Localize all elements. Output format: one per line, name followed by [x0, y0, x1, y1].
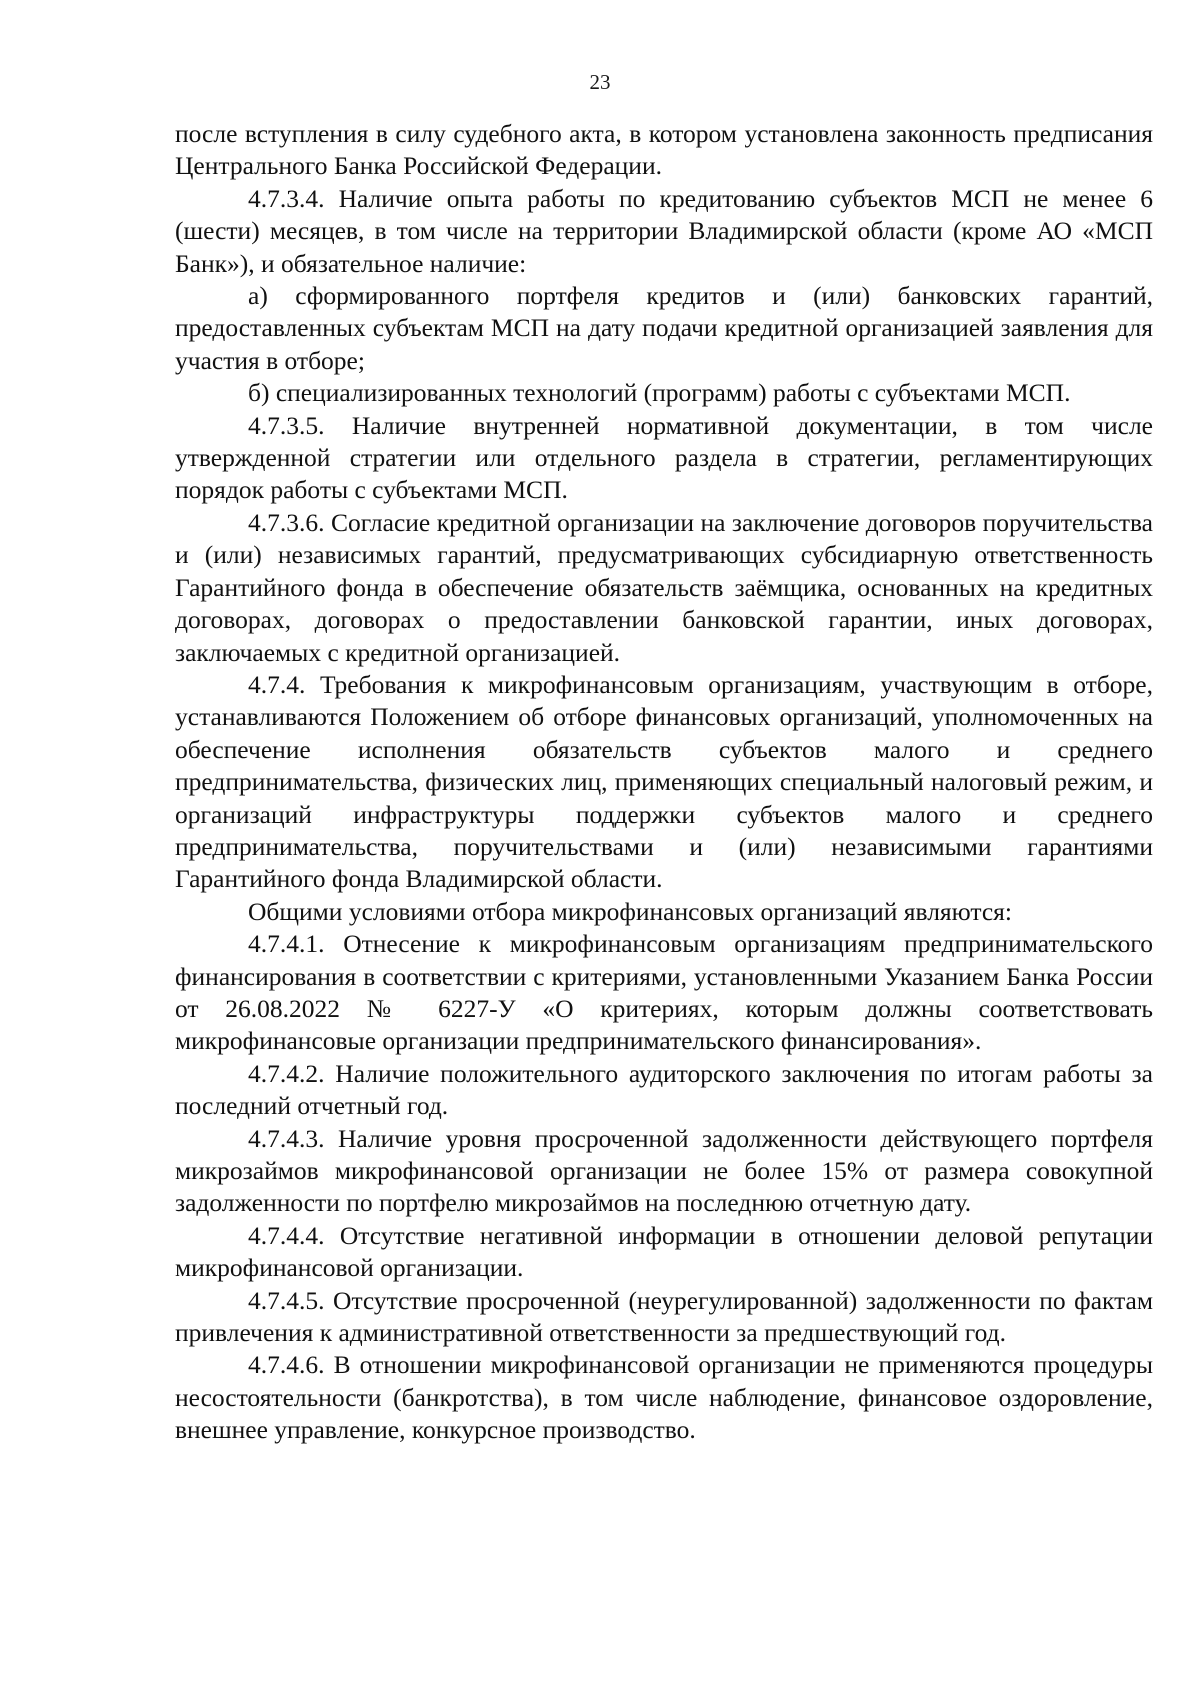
paragraph-4-7-3-6: 4.7.3.6. Согласие кредитной организации на заключение договоров поручительства и (или) независимых гарантий, предусматривающих субсидиарную ответственность Гарантийного фонда в обеспечение обязательств заёмщика, основанных на кредитных договорах, договорах о предоставлении банковской гарантии, иных договорах, заключаемых с кредитной организацией.: [175, 507, 1153, 667]
paragraph-4-7-4-3: 4.7.4.3. Наличие уровня просроченной задолженности действующего портфеля микрозаймов микрофинансовой организации не более 15% от размера совокупной задолженности по портфелю микрозаймов на последнюю отчетную дату.: [175, 1123, 1153, 1218]
paragraph-4-7-4-1: 4.7.4.1. Отнесение к микрофинансовым организациям предпринимательского финансирования в соответствии с критериями, установленными Указанием Банка России от 26.08.2022 № 6227-У «О критериях, которым должны соответствовать микрофинансовые организации предпринимательского финансирования».: [175, 929, 1153, 1056]
paragraph-item-b: б) специализированных технологий (программ) работы с субъектами МСП.: [248, 378, 1071, 408]
paragraph-4-7-4-4: 4.7.4.4. Отсутствие негативной информации в отношении деловой репутации микрофинансовой организации.: [175, 1220, 1153, 1283]
paragraph-general-conditions: Общими условиями отбора микрофинансовых организаций являются:: [248, 896, 1012, 926]
document-body: [175, 118, 1153, 1447]
paragraph-continuation: после вступления в силу судебного акта, в котором установлена законность предписания Центрального Банка Российской Федерации.: [175, 119, 1153, 181]
paragraph-4-7-3-4: 4.7.3.4. Наличие опыта работы по кредитованию субъектов МСП не менее 6 (шести) месяцев, в том числе на территории Владимирской области (кроме АО «МСП Банк»), и обязательное наличие:: [175, 183, 1153, 278]
paragraph-4-7-4-6: 4.7.4.6. В отношении микрофинансовой организации не применяются процедуры несостоятельности (банкротства), в том числе наблюдение, финансовое оздоровление, внешнее управление, конкурсное производство.: [175, 1350, 1153, 1445]
paragraph-4-7-4: 4.7.4. Требования к микрофинансовым организациям, участвующим в отборе, устанавливаются Положением об отборе финансовых организаций, уполномоченных на обеспечение исполнения обязательств субъектов малого и среднего предпринимательства, физических лиц, применяющих специальный налоговый режим, и организаций инфраструктуры поддержки субъектов малого и среднего предпринимательства, поручительствами и (или) независимыми гарантиями Гарантийного фонда Владимирской области.: [175, 669, 1153, 894]
paragraph-4-7-3-5: 4.7.3.5. Наличие внутренней нормативной документации, в том числе утвержденной стратегии или отдельного раздела в стратегии, регламентирующих порядок работы с субъектами МСП.: [175, 410, 1153, 505]
page-number: 23: [589, 70, 611, 94]
paragraph-4-7-4-5: 4.7.4.5. Отсутствие просроченной (неурегулированной) задолженности по фактам привлечения к административной ответственности за предшествующий год.: [175, 1285, 1153, 1348]
paragraph-item-a: а) сформированного портфеля кредитов и (или) банковских гарантий, предоставленных субъектам МСП на дату подачи кредитной организацией заявления для участия в отборе;: [175, 281, 1153, 375]
paragraph-4-7-4-2: 4.7.4.2. Наличие положительного аудиторского заключения по итогам работы за последний отчетный год.: [175, 1058, 1153, 1121]
